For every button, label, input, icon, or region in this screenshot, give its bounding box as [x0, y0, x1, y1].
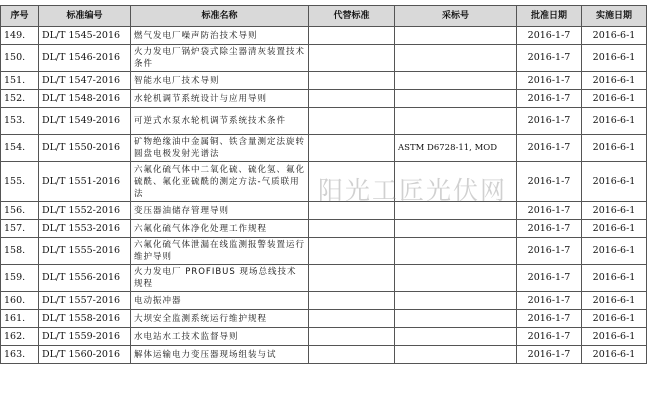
table-row — [1, 90, 647, 108]
row-effective-date: 2016-6-1 — [582, 220, 647, 238]
row-approve-date: 2016-1-7 — [517, 90, 582, 108]
row-approve-date: 2016-1-7 — [517, 27, 582, 45]
row-code: DL/T 1558-2016 — [39, 310, 131, 328]
row-name: 可逆式水泵水轮机调节系统技术条件 — [131, 108, 309, 135]
row-name: 大坝安全监测系统运行维护规程 — [131, 310, 309, 328]
row-approve-date: 2016-1-7 — [517, 162, 582, 202]
table-row — [1, 220, 647, 238]
row-replace — [309, 346, 395, 364]
row-adopt — [395, 220, 517, 238]
table-row — [1, 162, 647, 202]
row-adopt — [395, 45, 517, 72]
row-seq: 155. — [1, 162, 39, 202]
row-approve-date: 2016-1-7 — [517, 135, 582, 162]
row-replace — [309, 72, 395, 90]
row-approve-date: 2016-1-7 — [517, 292, 582, 310]
header-standard-name: 标准名称 — [131, 6, 309, 27]
row-seq: 158. — [1, 238, 39, 265]
row-approve-date: 2016-1-7 — [517, 45, 582, 72]
row-name: 火力发电厂 PROFIBUS 现场总线技术规程 — [131, 265, 309, 292]
row-seq: 156. — [1, 202, 39, 220]
row-approve-date: 2016-1-7 — [517, 265, 582, 292]
row-approve-date: 2016-1-7 — [517, 108, 582, 135]
row-seq: 154. — [1, 135, 39, 162]
row-adopt — [395, 108, 517, 135]
row-code: DL/T 1557-2016 — [39, 292, 131, 310]
header-standard-code: 标准编号 — [39, 6, 131, 27]
table-row — [1, 346, 647, 364]
row-adopt — [395, 238, 517, 265]
row-effective-date: 2016-6-1 — [582, 292, 647, 310]
row-adopt — [395, 162, 517, 202]
row-replace — [309, 292, 395, 310]
row-replace — [309, 162, 395, 202]
row-code: DL/T 1560-2016 — [39, 346, 131, 364]
row-seq: 163. — [1, 346, 39, 364]
row-seq: 159. — [1, 265, 39, 292]
row-name: 解体运输电力变压器现场组装与试 — [131, 346, 309, 364]
row-code: DL/T 1552-2016 — [39, 202, 131, 220]
row-effective-date: 2016-6-1 — [582, 346, 647, 364]
row-effective-date: 2016-6-1 — [582, 265, 647, 292]
row-seq: 151. — [1, 72, 39, 90]
row-code: DL/T 1556-2016 — [39, 265, 131, 292]
row-code: DL/T 1553-2016 — [39, 220, 131, 238]
table-header-row — [1, 6, 647, 27]
row-adopt — [395, 346, 517, 364]
table-row — [1, 310, 647, 328]
row-replace — [309, 265, 395, 292]
row-code: DL/T 1551-2016 — [39, 162, 131, 202]
row-replace — [309, 90, 395, 108]
row-approve-date: 2016-1-7 — [517, 310, 582, 328]
row-adopt: ASTM D6728-11, MOD — [395, 135, 517, 162]
row-name: 火力发电厂锅炉袋式除尘器清灰装置技术条件 — [131, 45, 309, 72]
row-name: 六氟化硫气体泄漏在线监测报警装置运行维护导则 — [131, 238, 309, 265]
row-approve-date: 2016-1-7 — [517, 202, 582, 220]
row-replace — [309, 238, 395, 265]
row-effective-date: 2016-6-1 — [582, 202, 647, 220]
row-seq: 150. — [1, 45, 39, 72]
row-code: DL/T 1555-2016 — [39, 238, 131, 265]
row-effective-date: 2016-6-1 — [582, 328, 647, 346]
row-effective-date: 2016-6-1 — [582, 72, 647, 90]
table-row — [1, 135, 647, 162]
watermark-text: 阳光工匠光伏网 — [318, 176, 508, 205]
row-approve-date: 2016-1-7 — [517, 220, 582, 238]
table-row — [1, 265, 647, 292]
row-adopt — [395, 202, 517, 220]
row-seq: 161. — [1, 310, 39, 328]
header-approval-date: 批准日期 — [517, 6, 582, 27]
table-row — [1, 238, 647, 265]
row-replace — [309, 45, 395, 72]
row-replace — [309, 220, 395, 238]
row-name: 矿物绝缘油中金属铜、铁含量测定法旋转圆盘电极发射光谱法 — [131, 135, 309, 162]
row-adopt — [395, 265, 517, 292]
row-code: DL/T 1546-2016 — [39, 45, 131, 72]
table-row — [1, 328, 647, 346]
row-name: 六氟化硫气体中二氧化硫、硫化氢、氟化硫酰、氟化亚硫酰的测定方法-气质联用法 — [131, 162, 309, 202]
row-effective-date: 2016-6-1 — [582, 135, 647, 162]
row-seq: 160. — [1, 292, 39, 310]
row-name: 电动振冲器 — [131, 292, 309, 310]
row-adopt — [395, 90, 517, 108]
row-name: 智能水电厂技术导则 — [131, 72, 309, 90]
row-name: 变压器油储存管理导则 — [131, 202, 309, 220]
row-effective-date: 2016-6-1 — [582, 90, 647, 108]
row-seq: 162. — [1, 328, 39, 346]
row-approve-date: 2016-1-7 — [517, 346, 582, 364]
row-effective-date: 2016-6-1 — [582, 108, 647, 135]
row-code: DL/T 1549-2016 — [39, 108, 131, 135]
row-adopt — [395, 292, 517, 310]
row-name: 燃气发电厂噪声防治技术导则 — [131, 27, 309, 45]
row-seq: 153. — [1, 108, 39, 135]
row-replace — [309, 202, 395, 220]
table-row — [1, 108, 647, 135]
row-replace — [309, 135, 395, 162]
row-effective-date: 2016-6-1 — [582, 45, 647, 72]
row-approve-date: 2016-1-7 — [517, 328, 582, 346]
row-adopt — [395, 72, 517, 90]
row-adopt — [395, 328, 517, 346]
header-effective-date: 实施日期 — [582, 6, 647, 27]
row-code: DL/T 1545-2016 — [39, 27, 131, 45]
row-code: DL/T 1559-2016 — [39, 328, 131, 346]
row-replace — [309, 328, 395, 346]
row-adopt — [395, 310, 517, 328]
table-row — [1, 72, 647, 90]
row-approve-date: 2016-1-7 — [517, 238, 582, 265]
row-name: 水轮机调节系统设计与应用导则 — [131, 90, 309, 108]
table-row — [1, 202, 647, 220]
row-effective-date: 2016-6-1 — [582, 162, 647, 202]
table-row — [1, 45, 647, 72]
table-row — [1, 27, 647, 45]
row-effective-date: 2016-6-1 — [582, 310, 647, 328]
row-name: 六氟化硫气体净化处理工作规程 — [131, 220, 309, 238]
row-effective-date: 2016-6-1 — [582, 238, 647, 265]
row-seq: 149. — [1, 27, 39, 45]
row-effective-date: 2016-6-1 — [582, 27, 647, 45]
row-replace — [309, 108, 395, 135]
row-name: 水电站水工技术监督导则 — [131, 328, 309, 346]
standards-table — [0, 5, 647, 364]
row-code: DL/T 1550-2016 — [39, 135, 131, 162]
row-approve-date: 2016-1-7 — [517, 72, 582, 90]
row-adopt — [395, 27, 517, 45]
header-seq: 序号 — [1, 6, 39, 27]
row-code: DL/T 1548-2016 — [39, 90, 131, 108]
row-replace — [309, 27, 395, 45]
row-code: DL/T 1547-2016 — [39, 72, 131, 90]
table-row — [1, 292, 647, 310]
header-replaced-standard: 代替标准 — [309, 6, 395, 27]
row-seq: 152. — [1, 90, 39, 108]
row-seq: 157. — [1, 220, 39, 238]
row-replace — [309, 310, 395, 328]
header-adopted-standard: 采标号 — [395, 6, 517, 27]
